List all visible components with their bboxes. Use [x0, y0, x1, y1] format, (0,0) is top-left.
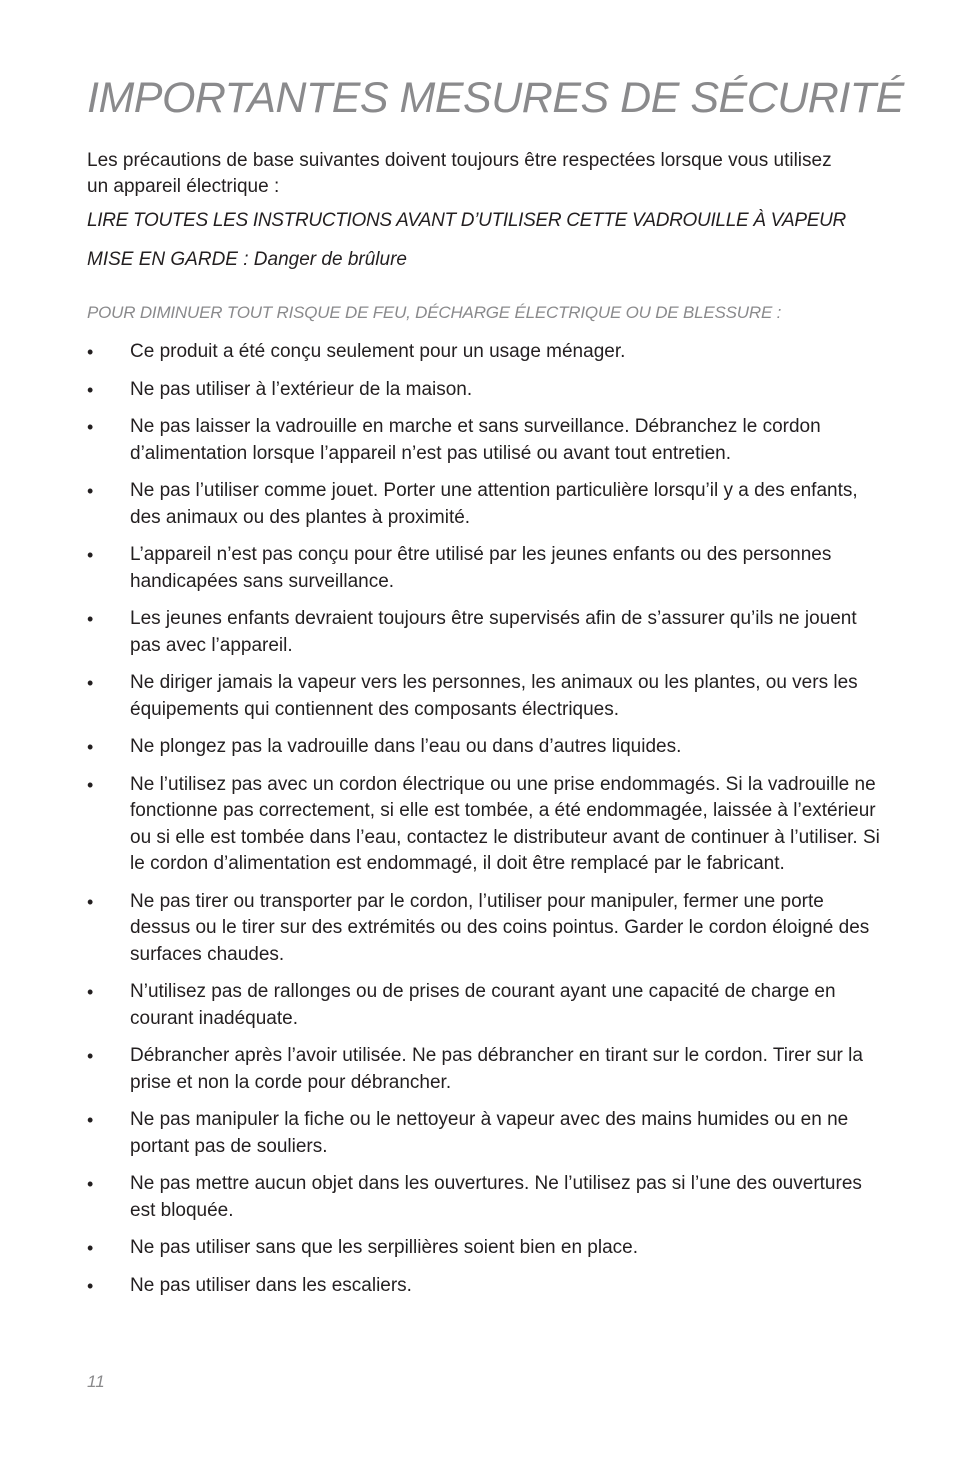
- list-item: [87, 339, 887, 366]
- list-item: [87, 1171, 887, 1224]
- bullet-icon: •: [87, 774, 94, 795]
- bullet-icon: •: [87, 1110, 94, 1130]
- bullet-icon: •: [87, 1174, 94, 1194]
- read-instructions-notice: LIRE TOUTES LES INSTRUCTIONS AVANT D’UTILISER CETTE VADROUILLE À VAPEUR: [87, 210, 846, 231]
- list-item-text: Ne pas utiliser dans les escaliers.: [130, 1274, 412, 1296]
- bullet-icon: •: [87, 342, 94, 362]
- risk-subheading: POUR DIMINUER TOUT RISQUE DE FEU, DÉCHARGE ÉLECTRIQUE OU DE BLESSURE :: [87, 303, 782, 322]
- list-item-text: Ne pas manipuler la fiche ou le nettoyeur à vapeur avec des mains humides ou en ne portant pas de souliers.: [130, 1109, 849, 1157]
- bullet-icon: •: [87, 1275, 94, 1296]
- list-item-text: Ne plongez pas la vadrouille dans l’eau ou dans d’autres liquides.: [130, 736, 682, 757]
- bullet-icon: •: [87, 1046, 94, 1066]
- list-item: [87, 377, 887, 404]
- list-item-text: Ne pas laisser la vadrouille en marche et sans surveillance. Débranchez le cordon d’alimentation lorsque l’appareil n’est pas utilisé ou avant tout entretien.: [130, 416, 821, 464]
- bullet-icon: •: [87, 609, 94, 629]
- safety-list: [87, 339, 887, 1310]
- list-item-text: Ne l’utilisez pas avec un cordon électrique ou une prise endommagés. Si la vadrouille ne fonctionne pas correctement, si elle est tombée, a été endommagée, laissée à l’extérieur ou si elle est tombée dans l’eau, contactez le distributeur avant de continuer à l’utiliser. Si le cordon d’alimentation est endommagé, il doit être remplacé par le fabricant.: [130, 773, 880, 874]
- list-item-text: Ne pas tirer ou transporter par le cordon, l’utiliser pour manipuler, fermer une porte dessus ou le tirer sur des extrémités ou des coins pointus. Garder le cordon éloigné des surfaces chaudes.: [130, 890, 870, 965]
- bullet-icon: •: [87, 417, 94, 437]
- list-item: [87, 1107, 887, 1160]
- list-item: [87, 542, 887, 595]
- list-item: [87, 734, 887, 761]
- list-item-text: N’utilisez pas de rallonges ou de prises de courant ayant une capacité de charge en courant inadéquate.: [130, 981, 836, 1029]
- bullet-icon: •: [87, 379, 94, 400]
- list-item: [87, 889, 887, 969]
- list-item-text: Ne pas l’utiliser comme jouet. Porter une attention particulière lorsqu’il y a des enfants, des animaux ou des plantes à proximité.: [130, 480, 858, 528]
- list-item: [87, 772, 887, 878]
- list-item: [87, 606, 887, 659]
- bullet-icon: •: [87, 1238, 94, 1258]
- bullet-icon: •: [87, 545, 94, 565]
- list-item: [87, 670, 887, 723]
- list-item-text: Les jeunes enfants devraient toujours être supervisés afin de s’assurer qu’ils ne jouent pas avec l’appareil.: [130, 608, 857, 656]
- bullet-icon: •: [87, 891, 94, 912]
- list-item-text: Ne pas mettre aucun objet dans les ouvertures. Ne l’utilisez pas si l’une des ouvertures est bloquée.: [130, 1173, 862, 1221]
- bullet-icon: •: [87, 982, 94, 1002]
- page-number: 11: [87, 1372, 105, 1391]
- burn-warning: MISE EN GARDE : Danger de brûlure: [87, 249, 407, 270]
- list-item-text: L’appareil n’est pas conçu pour être utilisé par les jeunes enfants ou des personnes handicapées sans surveillance.: [130, 544, 832, 592]
- intro-paragraph: Les précautions de base suivantes doivent toujours être respectées lorsque vous utilisez un appareil électrique :: [87, 150, 832, 197]
- list-item-text: Ne pas utiliser sans que les serpillières soient bien en place.: [130, 1237, 638, 1258]
- list-item: [87, 979, 887, 1032]
- bullet-icon: •: [87, 481, 94, 501]
- list-item: [87, 1273, 887, 1300]
- list-item-text: Ne pas utiliser à l’extérieur de la maison.: [130, 378, 473, 400]
- list-item: [87, 1235, 887, 1262]
- list-item: [87, 1043, 887, 1096]
- list-item-text: Débrancher après l’avoir utilisée. Ne pas débrancher en tirant sur le cordon. Tirer sur la prise et non la corde pour débrancher.: [130, 1045, 863, 1093]
- bullet-icon: •: [87, 737, 94, 757]
- list-item-text: Ce produit a été conçu seulement pour un usage ménager.: [130, 341, 626, 362]
- page-title: IMPORTANTES MESURES DE SÉCURITÉ: [87, 74, 904, 122]
- bullet-icon: •: [87, 673, 94, 693]
- list-item-text: Ne diriger jamais la vapeur vers les personnes, les animaux ou les plantes, ou vers les équipements qui contiennent des composants électriques.: [130, 672, 858, 720]
- list-item: [87, 478, 887, 531]
- list-item: [87, 414, 887, 467]
